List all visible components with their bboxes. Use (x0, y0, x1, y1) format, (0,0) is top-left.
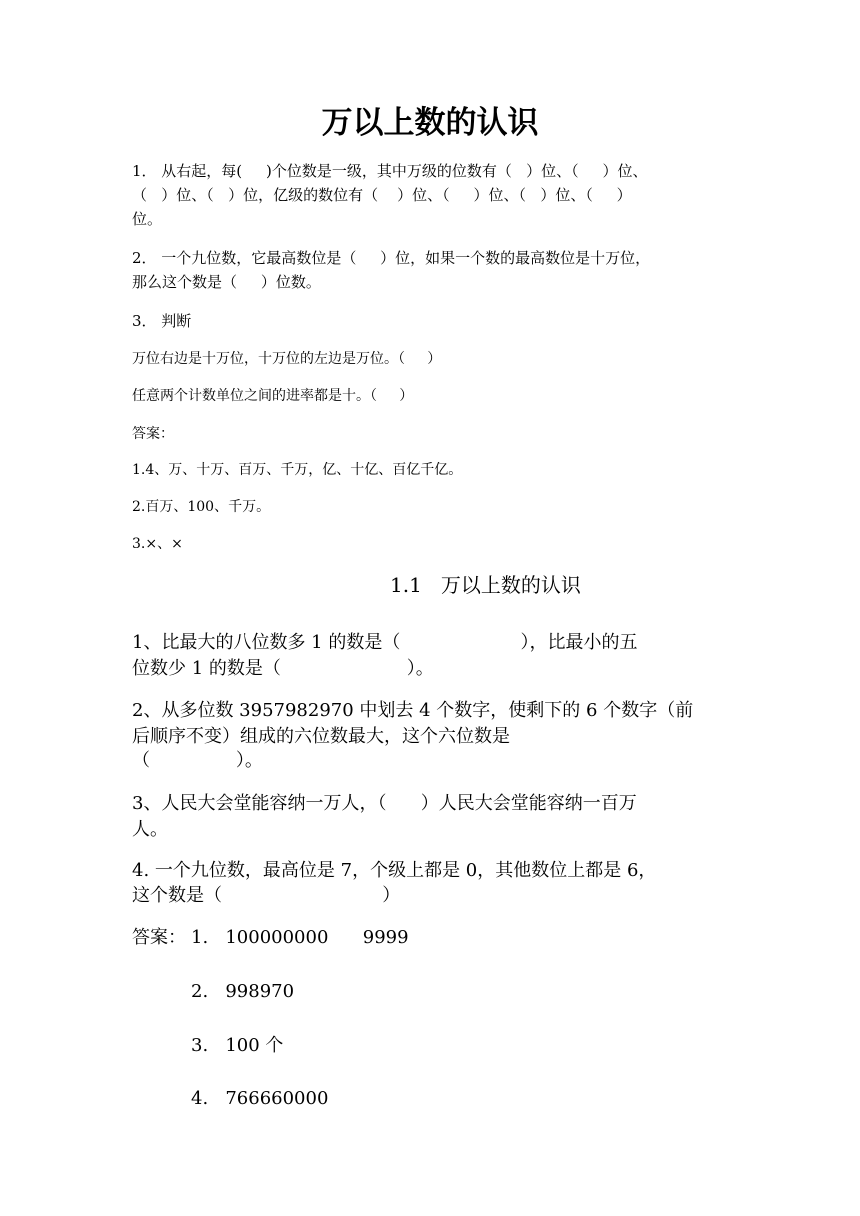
question-1-line-1: 1． 从右起，每( )个位数是一级，其中万级的位数有（ ）位、（ ）位、 (132, 162, 648, 180)
part2-question-2-line-2: 后顺序不变）组成的六位数最大，这个六位数是 (132, 726, 510, 747)
answer-2: 2.百万、100、千万。 (132, 499, 271, 515)
part2-answer-3: 3. 100 个 (191, 1035, 284, 1056)
judge-item-2: 任意两个计数单位之间的进率都是十。（ ） (132, 388, 414, 404)
section-title: 1.1 万以上数的认识 (390, 573, 581, 597)
question-1-line-3: 位。 (132, 210, 163, 228)
judge-item-1: 万位右边是十万位，十万位的左边是万位。（ ） (132, 351, 442, 367)
question-2-line-2: 那么这个数是（ ）位数。 (132, 273, 321, 291)
part2-question-4-line-2: 这个数是（ ） (132, 885, 401, 906)
part2-answer-2: 2. 998970 (191, 981, 295, 1002)
part2-question-1-line-2: 位数少 1 的数是（ ）。 (132, 658, 434, 679)
part2-answer-1: 1. 100000000 9999 (191, 927, 409, 948)
part2-question-4-line-1: 4. 一个九位数，最高位是 7，个级上都是 0，其他数位上都是 6， (132, 860, 657, 881)
part2-answer-label: 答案： (132, 927, 186, 948)
part2-question-1-line-1: 1、比最大的八位数多 1 的数是（ ），比最小的五 (132, 632, 638, 653)
part2-question-2-line-3: （ ）。 (132, 750, 263, 771)
page-title: 万以上数的认识 (321, 105, 539, 141)
part2-question-3-line-2: 人。 (132, 819, 168, 840)
part2-question-3-line-1: 3、人民大会堂能容纳一万人，（ ）人民大会堂能容纳一百万 (132, 793, 637, 814)
question-3-label: 3． 判断 (132, 312, 192, 330)
part2-question-2-line-1: 2、从多位数 3957982970 中划去 4 个数字，使剩下的 6 个数字（前 (132, 700, 694, 721)
question-1-line-2: （ ）位、（ ）位，亿级的数位有（ ）位、（ ）位、（ ）位、（ ） (132, 186, 632, 204)
question-2-line-1: 2． 一个九位数，它最高数位是（ ）位，如果一个数的最高数位是十万位， (132, 249, 651, 267)
answer-label: 答案： (132, 426, 174, 442)
part2-answer-4: 4. 766660000 (191, 1088, 329, 1109)
answer-1: 1.4、万、十万、百万、千万，亿、十亿、百亿千亿。 (132, 462, 463, 478)
answer-3: 3.×、× (132, 536, 183, 552)
